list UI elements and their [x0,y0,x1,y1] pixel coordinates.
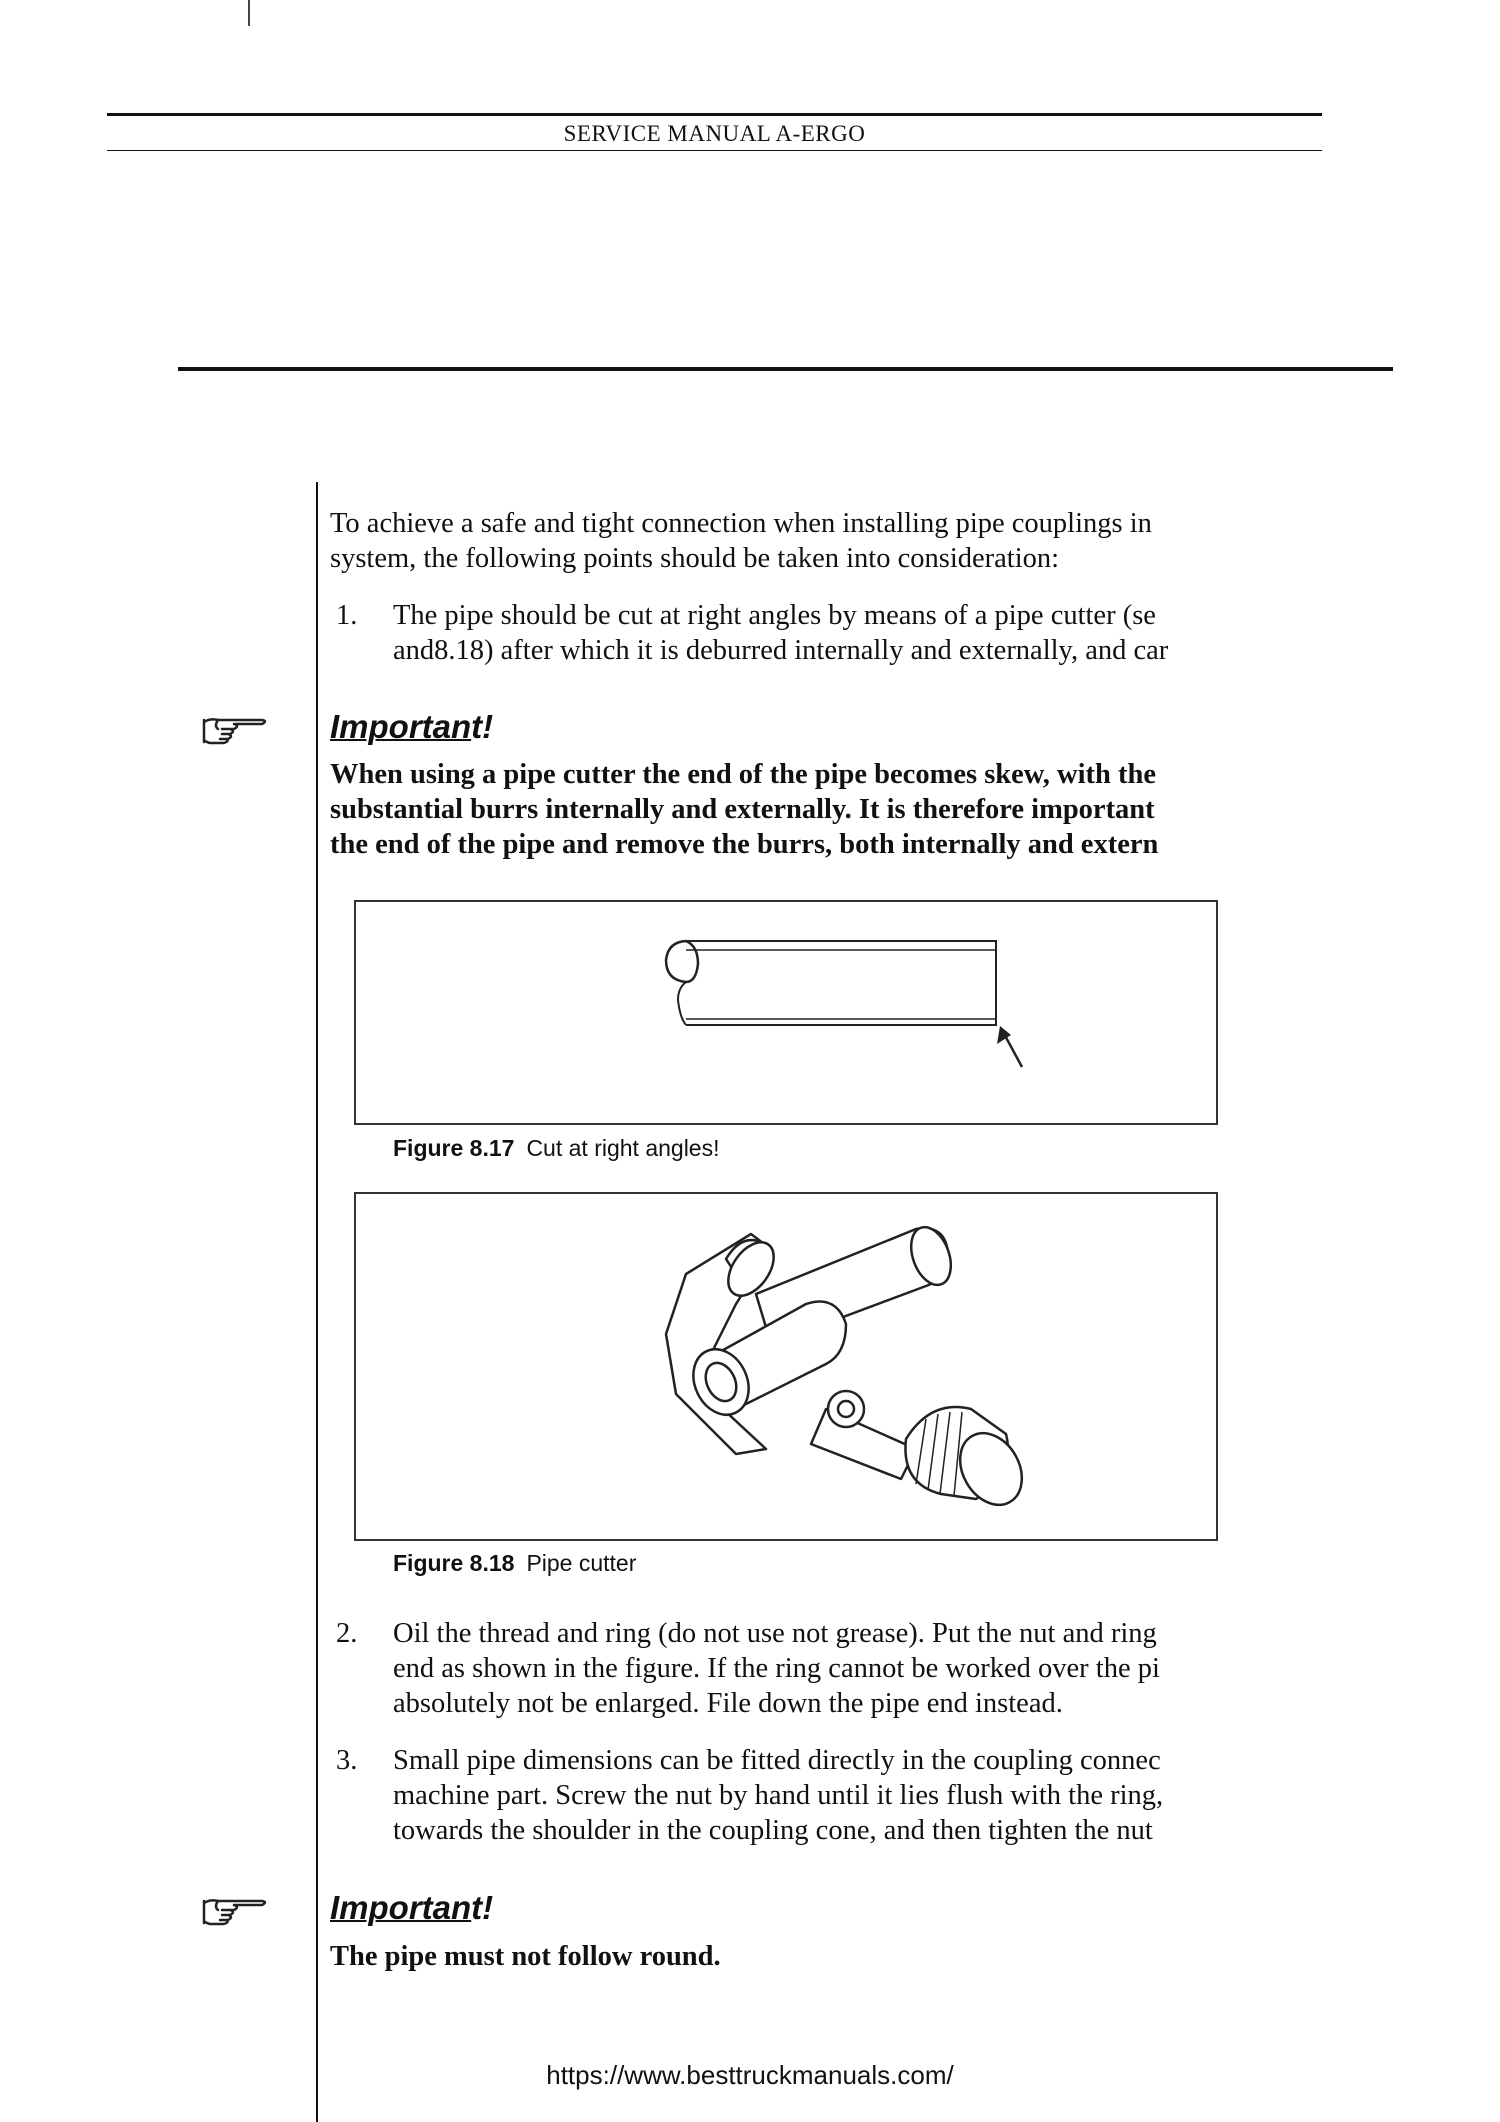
figure-8-17-frame [354,900,1218,1125]
figure-8-18-caption [393,1550,636,1577]
note-2-heading-underlined: Importan [330,1889,472,1926]
step-1-number: 1. [336,600,358,631]
note-1-line-1: When using a pipe cutter the end of the pipe becomes skew, with the [330,759,1156,790]
step-3-line-2: machine part. Screw the nut by hand until it lies flush with the ring, [393,1780,1164,1811]
figure-8-17-number: Figure 8.17 [393,1135,515,1161]
step-2-number: 2. [336,1618,358,1649]
step-2-line-1: Oil the thread and ring (do not use not grease). Put the nut and ring [393,1618,1157,1649]
header-top-rule [107,113,1322,116]
step-2-line-2: end as shown in the figure. If the ring cannot be worked over the pi [393,1653,1160,1684]
section-rule [178,367,1393,371]
step-1-line-1: The pipe should be cut at right angles by means of a pipe cutter (se [393,600,1156,631]
header-bottom-rule [107,150,1322,151]
header-title: SERVICE MANUAL A-ERGO [563,121,866,146]
intro-line-2: system, the following points should be taken into consideration: [330,543,1060,574]
margin-tick [248,0,250,26]
step-2-line-3: absolutely not be enlarged. File down the pipe end instead. [393,1688,1063,1719]
figure-8-18-frame [354,1192,1218,1541]
footer-url[interactable]: https://www.besttruckmanuals.com/ [546,2060,954,2090]
step-3-number: 3. [336,1745,358,1776]
figure-8-18-text: Pipe cutter [526,1550,637,1576]
figure-8-17-caption [393,1135,720,1162]
note-2-heading-tail: t! [471,1889,494,1926]
pipe-illustration [356,902,1216,1123]
note-1-heading-tail: t! [471,708,494,745]
figure-8-17-text: Cut at right angles! [526,1135,720,1161]
note-2-line-1: The pipe must not follow round. [330,1941,721,1972]
step-1-line-2: and8.18) after which it is deburred internally and externally, and car [393,635,1169,666]
pointing-hand-icon [200,712,270,748]
pointing-hand-icon [200,1893,270,1929]
step-3-line-3: towards the shoulder in the coupling cone, and then tighten the nut [393,1815,1153,1846]
note-1-heading [330,708,493,746]
note-1-line-2: substantial burrs internally and externally. It is therefore important [330,794,1155,825]
content-margin-bar [316,482,318,2122]
figure-8-18-number: Figure 8.18 [393,1550,515,1576]
pipe-cutter-illustration [356,1194,1216,1539]
step-3-line-1: Small pipe dimensions can be fitted directly in the coupling connec [393,1745,1161,1776]
note-1-heading-underlined: Importan [330,708,472,745]
note-2-heading [330,1889,493,1927]
note-1-line-3: the end of the pipe and remove the burrs, both internally and extern [330,829,1159,860]
intro-line-1: To achieve a safe and tight connection when installing pipe couplings in [330,508,1152,539]
